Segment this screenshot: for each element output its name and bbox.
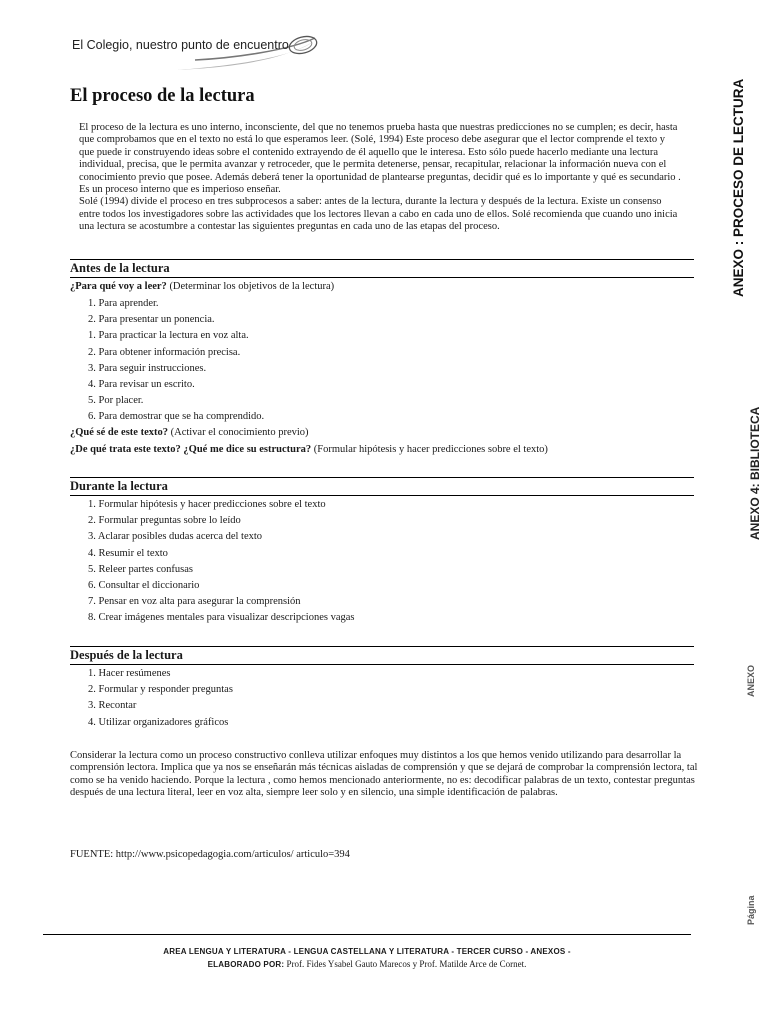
list-item: 7. Pensar en voz alta para asegurar la comprensión [88,596,301,608]
list-item: 3. Recontar [88,700,137,712]
list-item: 2. Para obtener información precisa. [88,346,241,358]
list-item: 2. Para presentar un ponencia. [88,314,215,326]
antes-list [88,296,264,426]
section-heading-durante: Durante la lectura [70,477,694,496]
question-bold: ¿Para qué voy a leer? [70,281,167,292]
intro-paragraph-2: Solé (1994) divide el proceso en tres subprocesos a saber: antes de la lectura, durante la lectura y después de la lectura. Existe un consenso entre todos los investigadores sobre las actividades que los lectores llevan a cabo en cada uno de ellos. Solé recomienda que cuando uno inicia una lectura se acostumbre a contestar las siguientes preguntas en cada uno de las etapas del proceso. [79,196,678,233]
side-label-biblioteca: ANEXO 4: BIBLIOTECA [748,406,762,540]
closing-paragraph: Considerar la lectura como un proceso constructivo conlleva utilizar enfoques muy distintos a los que hemos venido utilizando para desarrollar la comprensión lectora. Implica que ya nos se enseñarán más técnicas aisladas de comprensión y que se dejará de comprobar la comprensión lectora, tal como se ha venido haciendo. Porque la lectura , como hemos mencionado anteriormente, no es: decodificar palabras de un texto, contestar preguntas después de una lectura literal, leer en voz alta, siempre leer solo y en silencio, una simple identificación de palabras. [70,750,698,799]
question-detail: (Determinar los objetivos de la lectura) [166,281,335,292]
list-item: 3. Para seguir instrucciones. [88,362,207,374]
list-item: 6. Para demostrar que se ha comprendido. [88,411,265,423]
side-label-pagina: Página [746,895,756,925]
list-item: 4. Utilizar organizadores gráficos [88,716,229,728]
list-item: 1. Formular hipótesis y hacer predicciones sobre el texto [88,499,326,510]
list-item: 4. Para revisar un escrito. [88,378,195,390]
list-item: 2. Formular preguntas sobre lo leído [88,515,241,527]
list-item: 1. Hacer resúmenes [88,668,171,679]
list-item: 4. Resumir el texto [88,547,168,559]
page-title: El proceso de la lectura [70,86,255,106]
list-item: 5. Por placer. [88,395,144,407]
source-citation: FUENTE: http://www.psicopedagogia.com/articulos/ articulo=394 [70,849,350,860]
list-item: 2. Formular y responder preguntas [88,684,233,696]
intro-paragraph-1: El proceso de la lectura es uno interno, inconsciente, del que no tenemos prueba hasta que nuestras predicciones no se cumplen; es decir, hasta que comprobamos que en el texto no está lo que esperamos leer. (Solé, 1994) Este proceso debe asegurar que el lector comprende el texto y que puede ir construyendo ideas sobre el contenido extrayendo de él aquello que le interesa. Esto sólo puede hacerlo mediante una lectura individual, precisa, que le permita avanzar y retroceder, que le permita detenerse, pensar, recapitular, relacionar la información nueva con el conocimiento previo que posee. Además deberá tener la oportunidad de plantearse preguntas, decidir qué es lo importante y qué es secundario . Es un proceso interno que es imperioso enseñar. [79,122,681,196]
despues-list [88,666,233,731]
question-detail: (Formular hipótesis y hacer predicciones sobre el texto) [311,444,548,455]
durante-list [88,497,354,627]
footer-label: ELABORADO POR: [207,960,285,969]
list-item: 8. Crear imágenes mentales para visualizar descripciones vagas [88,612,355,624]
question-de-que-trata [70,444,548,455]
question-bold: ¿De qué trata este texto? ¿Qué me dice su estructura? [70,444,312,455]
question-para-que [70,281,334,292]
footer-authors: Prof. Fides Ysabel Gauto Marecos y Prof. Matilde Arce de Cornet. [284,959,527,969]
section-heading-antes: Antes de la lectura [70,259,694,278]
list-item: 1. Para practicar la lectura en voz alta. [88,330,249,342]
footer-line-2 [43,958,691,971]
list-item: 3. Aclarar posibles dudas acerca del texto [88,531,263,543]
list-item: 6. Consultar el diccionario [88,579,200,591]
side-label-anexo: ANEXO [746,664,756,697]
header-tagline: El Colegio, nuestro punto de encuentro [72,38,289,52]
question-que-se [70,427,309,438]
section-heading-despues: Después de la lectura [70,646,694,665]
question-bold: ¿Qué sé de este texto? [70,427,168,438]
swoosh-logo [175,30,320,75]
list-item: 1. Para aprender. [88,298,159,309]
page-footer [43,946,691,971]
intro-text [79,122,681,234]
side-label-main: ANEXO : PROCESO DE LECTURA [731,78,746,297]
footer-divider [43,934,691,935]
question-detail: (Activar el conocimiento previo) [167,427,309,438]
list-item: 5. Releer partes confusas [88,563,193,575]
footer-line-1: AREA LENGUA Y LITERATURA - LENGUA CASTELLANA Y LITERATURA - TERCER CURSO - ANEXOS - [163,947,571,956]
